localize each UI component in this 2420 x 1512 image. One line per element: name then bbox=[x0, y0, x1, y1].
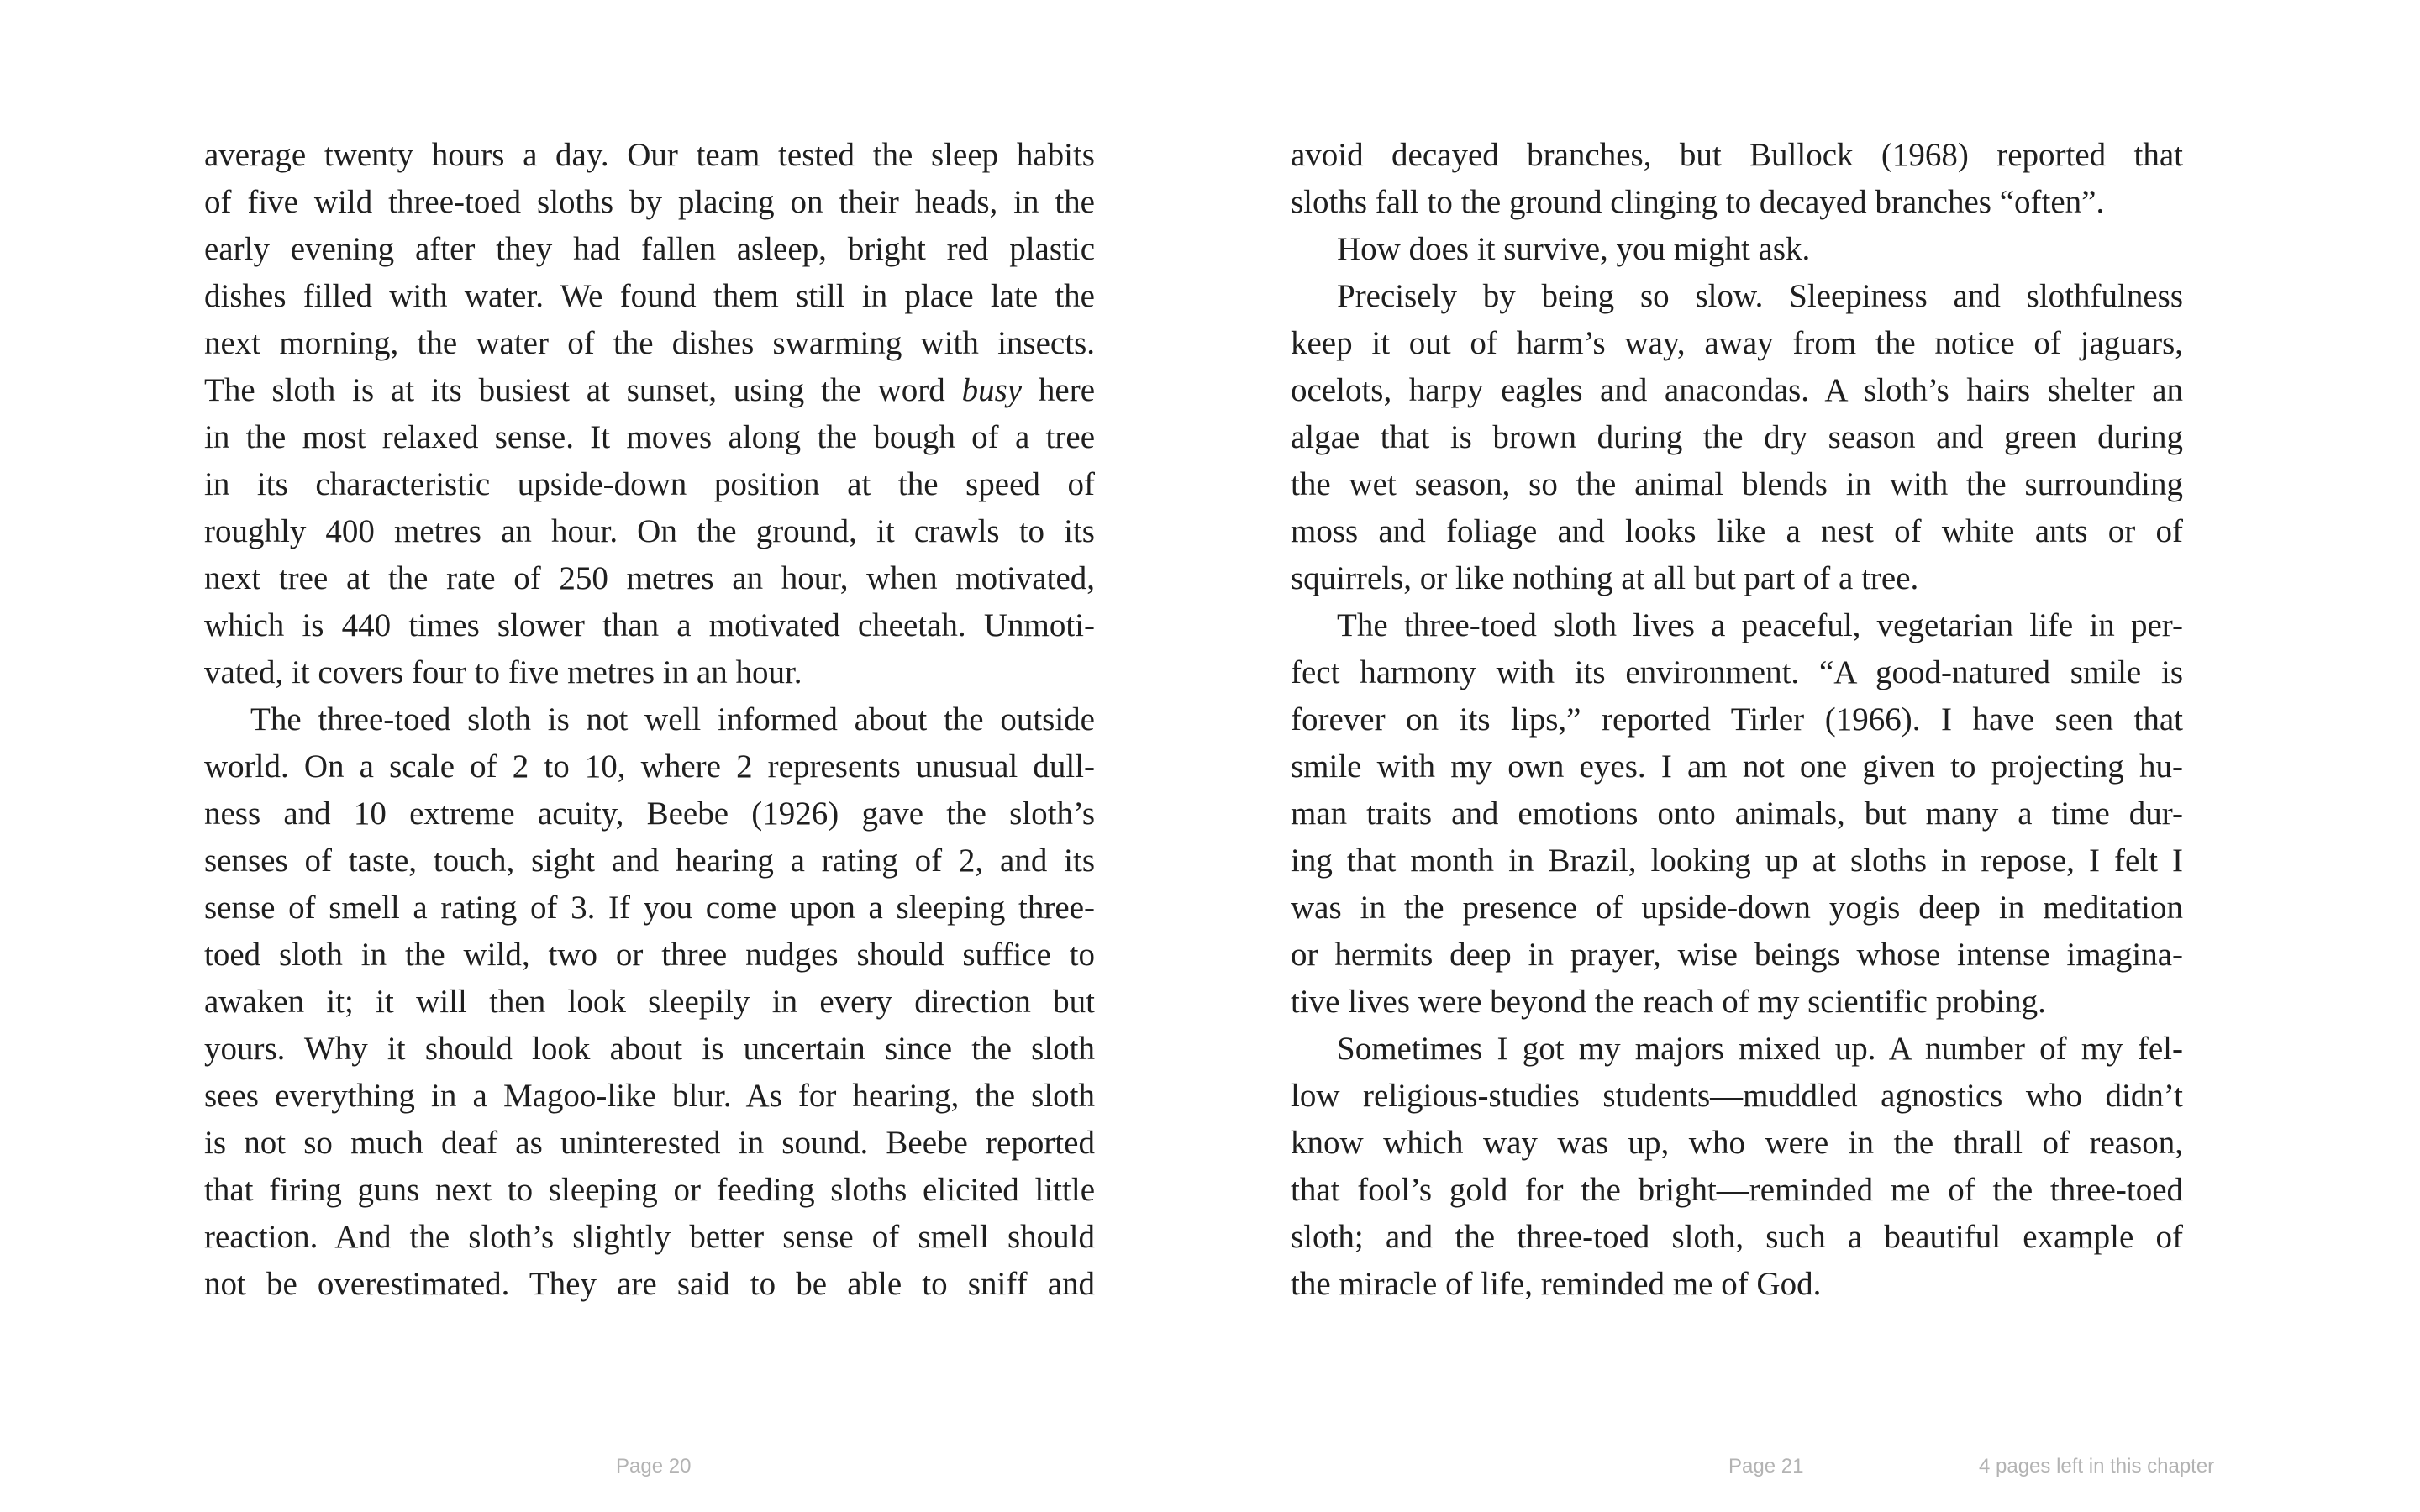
text-line: tive lives were beyond the reach of my scientific probing. bbox=[1291, 984, 2046, 1020]
text-line: that firing guns next to sleeping or feeding sloths elicited little bbox=[204, 1172, 1095, 1208]
text-line: the miracle of life, reminded me of God. bbox=[1291, 1266, 1822, 1302]
text-line: dishes filled with water. We found them still in place late the bbox=[204, 278, 1095, 314]
right-page-text bbox=[1291, 132, 2183, 1308]
text-line: of five wild three-toed sloths by placing on their heads, in the bbox=[204, 184, 1095, 220]
text-line: early evening after they had fallen asleep, bright red plastic bbox=[204, 231, 1095, 267]
text-line: next tree at the rate of 250 metres an hour, when motivated, bbox=[204, 560, 1095, 596]
page-number-right: Page 21 bbox=[1728, 1455, 1804, 1478]
text-line: roughly 400 metres an hour. On the ground, it crawls to its bbox=[204, 513, 1095, 549]
text-line: squirrels, or like nothing at all but part of a tree. bbox=[1291, 560, 1919, 596]
text-line: smile with my own eyes. I am not one given to projecting hu- bbox=[1291, 748, 2183, 785]
text-line: fect harmony with its environment. “A good-natured smile is bbox=[1291, 654, 2183, 690]
text-segment: here bbox=[1022, 372, 1096, 408]
italic-word: busy bbox=[961, 372, 1023, 408]
text-line: ocelots, harpy eagles and anacondas. A sloth’s hairs shelter an bbox=[1291, 372, 2183, 408]
text-line: or hermits deep in prayer, wise beings whose intense imagina- bbox=[1291, 937, 2183, 973]
text-line: sees everything in a Magoo-like blur. As for hearing, the sloth bbox=[204, 1078, 1095, 1114]
text-line: awaken it; it will then look sleepily in every direction but bbox=[204, 984, 1095, 1020]
text-line: reaction. And the sloth’s slightly better sense of smell should bbox=[204, 1219, 1095, 1255]
text-line: forever on its lips,” reported Tirler (1966). I have seen that bbox=[1291, 701, 2183, 738]
text-line: next morning, the water of the dishes swarming with insects. bbox=[204, 325, 1095, 361]
text-line: keep it out of harm’s way, away from the notice of jaguars, bbox=[1291, 325, 2183, 361]
text-line: was in the presence of upside-down yogis deep in meditation bbox=[1291, 890, 2183, 926]
text-line: vated, it covers four to five metres in an hour. bbox=[204, 654, 802, 690]
chapter-pages-remaining: 4 pages left in this chapter bbox=[1979, 1455, 2215, 1478]
text-line: yours. Why it should look about is uncertain since the sloth bbox=[204, 1031, 1095, 1067]
text-line: ness and 10 extreme acuity, Beebe (1926) gave the sloth’s bbox=[204, 795, 1095, 832]
text-line: sloth; and the three-toed sloth, such a beautiful example of bbox=[1291, 1219, 2183, 1255]
text-line: know which way was up, who were in the thrall of reason, bbox=[1291, 1125, 2183, 1161]
text-line: The three-toed sloth lives a peaceful, vegetarian life in per- bbox=[1337, 607, 2183, 643]
text-line: man traits and emotions onto animals, but many a time dur- bbox=[1291, 795, 2183, 832]
text-line: Precisely by being so slow. Sleepiness and slothfulness bbox=[1337, 278, 2183, 314]
text-segment: The sloth is at its busiest at sunset, using the word bbox=[204, 372, 962, 408]
text-line: How does it survive, you might ask. bbox=[1337, 231, 1811, 267]
text-line: low religious-studies students—muddled agnostics who didn’t bbox=[1291, 1078, 2183, 1114]
text-line: sense of smell a rating of 3. If you come upon a sleeping three- bbox=[204, 890, 1095, 926]
text-line bbox=[204, 367, 1095, 414]
text-line: average twenty hours a day. Our team tested the sleep habits bbox=[204, 137, 1095, 173]
text-line: which is 440 times slower than a motivated cheetah. Unmoti- bbox=[204, 607, 1095, 643]
text-line: sloths fall to the ground clinging to decayed branches “often”. bbox=[1291, 184, 2105, 220]
text-line: moss and foliage and looks like a nest of white ants or of bbox=[1291, 513, 2183, 549]
text-line: ing that month in Brazil, looking up at sloths in repose, I felt I bbox=[1291, 843, 2183, 879]
text-line: not be overestimated. They are said to be able to sniff and bbox=[204, 1266, 1095, 1302]
left-page-text bbox=[204, 132, 1095, 1308]
text-line: senses of taste, touch, sight and hearing a rating of 2, and its bbox=[204, 843, 1095, 879]
text-line: in its characteristic upside-down position at the speed of bbox=[204, 466, 1095, 502]
text-line: Sometimes I got my majors mixed up. A number of my fel- bbox=[1337, 1031, 2183, 1067]
text-line: algae that is brown during the dry season and green during bbox=[1291, 419, 2183, 455]
text-line: world. On a scale of 2 to 10, where 2 represents unusual dull- bbox=[204, 748, 1095, 785]
text-line: The three-toed sloth is not well informed about the outside bbox=[250, 701, 1095, 738]
text-line: that fool’s gold for the bright—reminded me of the three-toed bbox=[1291, 1172, 2183, 1208]
text-line: the wet season, so the animal blends in with the surrounding bbox=[1291, 466, 2183, 502]
text-line: toed sloth in the wild, two or three nudges should suffice to bbox=[204, 937, 1095, 973]
page-number-left: Page 20 bbox=[616, 1455, 692, 1478]
text-line: avoid decayed branches, but Bullock (1968) reported that bbox=[1291, 137, 2183, 173]
text-line: is not so much deaf as uninterested in sound. Beebe reported bbox=[204, 1125, 1095, 1161]
text-line: in the most relaxed sense. It moves along the bough of a tree bbox=[204, 419, 1095, 455]
